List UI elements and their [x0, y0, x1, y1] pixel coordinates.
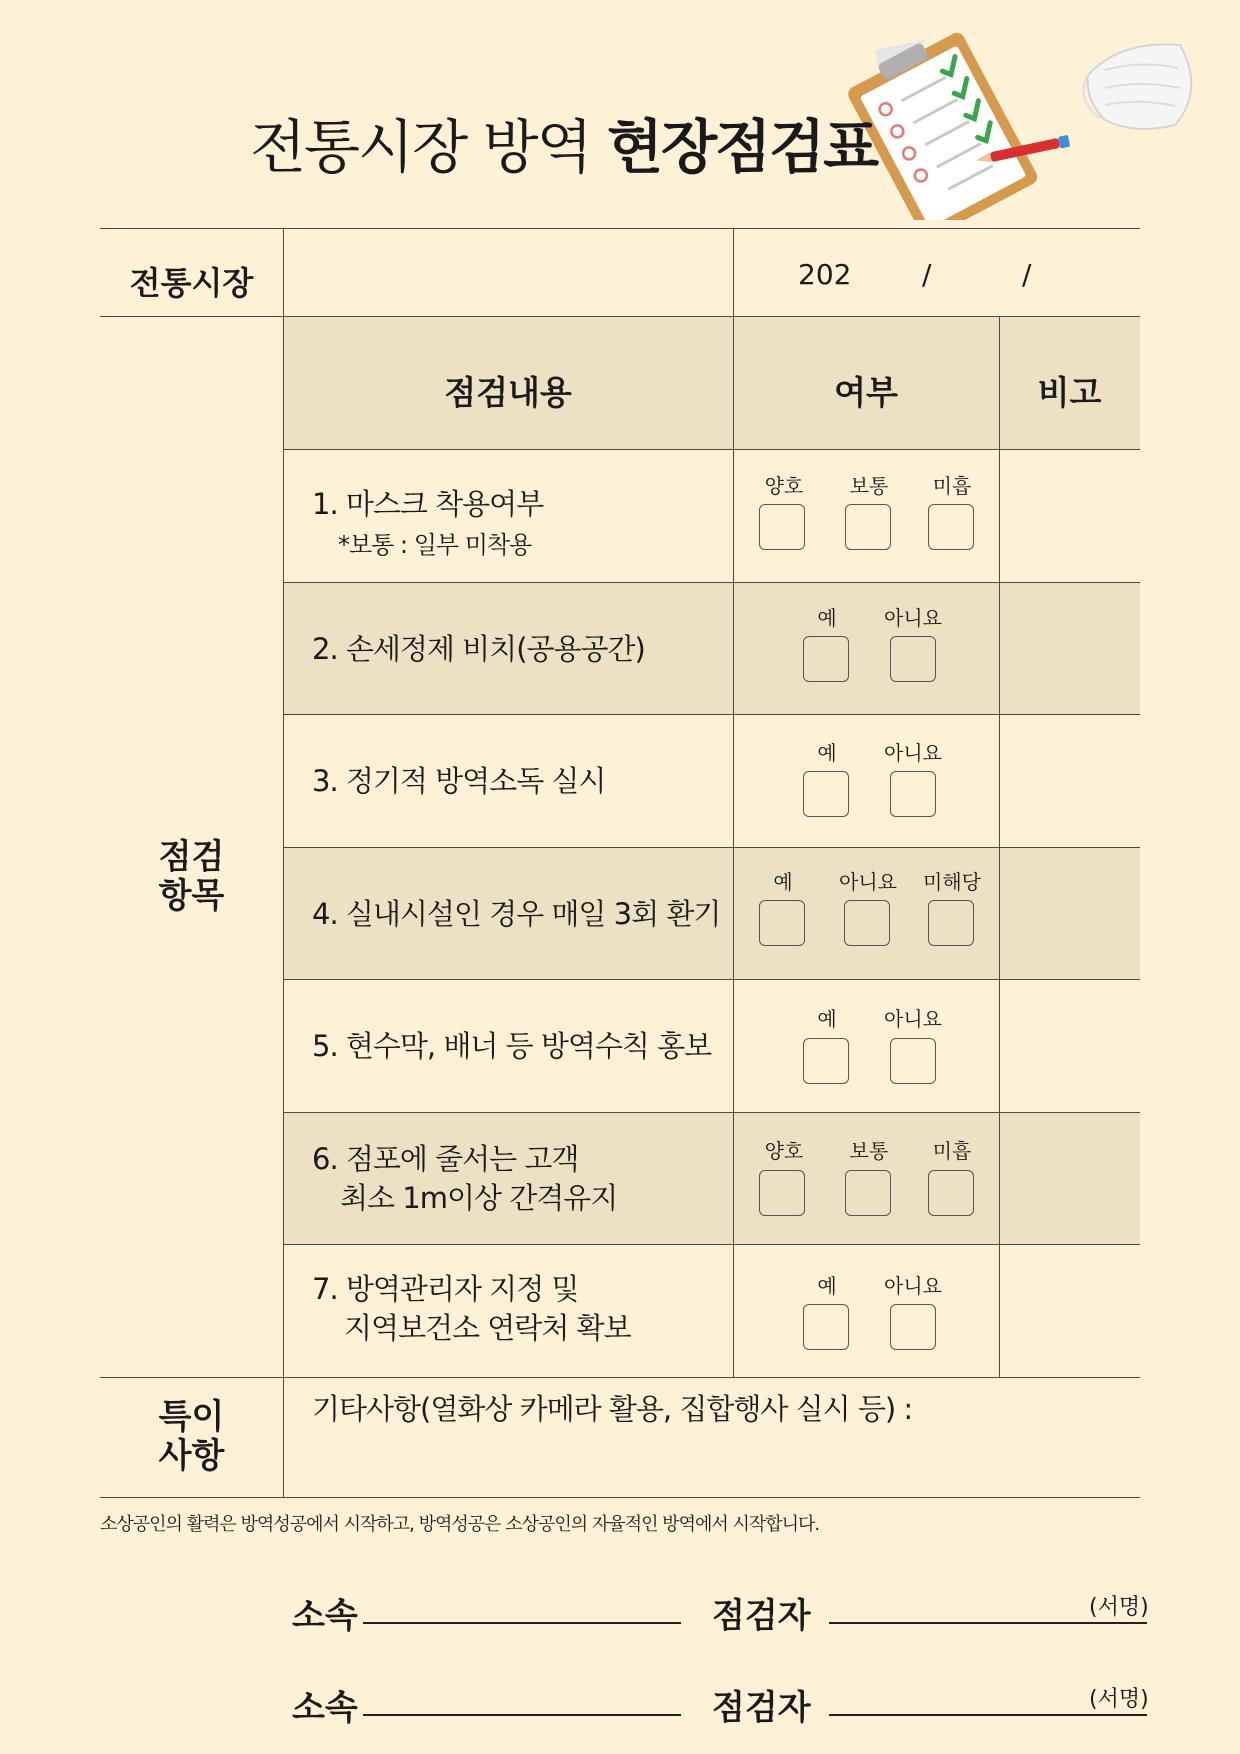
market-name-field[interactable]: [290, 236, 725, 308]
title-bold: 현장점검표: [607, 113, 878, 181]
special-notes-field[interactable]: [300, 1430, 1130, 1490]
rule-row-4: [283, 979, 1140, 980]
col-header-content: 점검내용: [444, 373, 572, 412]
note-field-row-3[interactable]: [1004, 719, 1134, 842]
option-label: 예: [773, 870, 793, 894]
rule-header-bottom: [283, 449, 1140, 450]
rule-row-6: [283, 1244, 1140, 1245]
special-label-line1: 특이: [158, 1397, 225, 1437]
checkbox-row-4-na[interactable]: [928, 900, 974, 946]
option-label: 미흡: [932, 474, 972, 498]
inspector-label-2: 점검자: [712, 1688, 811, 1728]
inspector-label-1: 점검자: [712, 1596, 811, 1636]
checkbox-row-6-poor[interactable]: [928, 1170, 974, 1216]
checkbox-row-5-no[interactable]: [890, 1038, 936, 1084]
option-label: 예: [817, 1274, 837, 1298]
rule-col-label: [283, 228, 284, 1497]
title-regular: 전통시장 방역: [250, 113, 591, 181]
option-label: 미흡: [932, 1139, 972, 1163]
item-row-1-line2: *보통 : 일부 미착용: [338, 531, 532, 559]
page-title: [250, 113, 950, 181]
date-separator-1: /: [922, 258, 932, 291]
market-label: 전통시장: [129, 264, 254, 302]
rule-row-5: [283, 1112, 1140, 1113]
inspector-field-2[interactable]: [829, 1714, 1147, 1716]
note-field-row-7[interactable]: [1004, 1249, 1134, 1372]
checkbox-row-7-yes[interactable]: [803, 1304, 849, 1350]
sign-note-2: (서명): [1089, 1687, 1149, 1712]
special-label-line2: 사항: [158, 1436, 225, 1477]
rule-row-3: [283, 847, 1140, 848]
rule-table-bottom: [100, 1377, 1140, 1378]
checkbox-row-1-normal[interactable]: [845, 504, 891, 550]
checkbox-row-5-yes[interactable]: [803, 1038, 849, 1084]
rule-row-2: [283, 714, 1140, 715]
section-label-line2: 항목: [158, 876, 225, 917]
option-label: 보통: [849, 474, 889, 498]
checkbox-row-4-yes[interactable]: [759, 900, 805, 946]
section-label-line1: 점검: [158, 837, 225, 877]
item-row-7-line2: 지역보건소 연락처 확보: [344, 1311, 631, 1345]
item-row-4-line1: 4. 실내시설인 경우 매일 3회 환기: [312, 897, 721, 931]
checkbox-row-6-good[interactable]: [759, 1170, 805, 1216]
item-row-5-line1: 5. 현수막, 배너 등 방역수칙 홍보: [312, 1029, 712, 1063]
footer-slogan: 소상공인의 활력은 방역성공에서 시작하고, 방역성공은 소상공인의 자율적인 방역에서 시작합니다.: [100, 1514, 820, 1535]
option-label: 아니요: [884, 606, 942, 630]
option-label: 미해당: [923, 870, 981, 894]
option-label: 아니요: [884, 1007, 942, 1031]
rule-col-note: [999, 316, 1000, 1377]
item-row-6-line1: 6. 점포에 줄서는 고객: [312, 1142, 579, 1176]
note-field-row-4[interactable]: [1004, 852, 1134, 974]
option-label: 양호: [764, 1139, 804, 1163]
option-label: 보통: [849, 1139, 889, 1163]
rule-row-1: [283, 582, 1140, 583]
note-field-row-2[interactable]: [1004, 587, 1134, 709]
section-label-inspection-items: [100, 838, 283, 916]
rule-special-bottom: [100, 1497, 1140, 1498]
checkbox-row-1-good[interactable]: [759, 504, 805, 550]
checkbox-row-6-normal[interactable]: [845, 1170, 891, 1216]
checkbox-row-4-no[interactable]: [844, 900, 890, 946]
date-year[interactable]: 202: [798, 258, 852, 291]
note-field-row-5[interactable]: [1004, 984, 1134, 1107]
date-separator-2: /: [1022, 258, 1032, 291]
note-field-row-1[interactable]: [1004, 454, 1134, 578]
affiliation-field-2[interactable]: [363, 1714, 681, 1716]
checkbox-row-7-no[interactable]: [890, 1304, 936, 1350]
note-field-row-6[interactable]: [1004, 1117, 1134, 1239]
checkbox-row-3-yes[interactable]: [803, 771, 849, 817]
item-row-2-line1: 2. 손세정제 비치(공용공간): [312, 632, 645, 666]
rule-top: [100, 228, 1140, 229]
face-mask-icon: [1080, 30, 1210, 140]
col-header-status: 여부: [834, 373, 898, 412]
col-header-note: 비고: [1037, 373, 1102, 412]
option-label: 예: [817, 741, 837, 765]
option-label: 양호: [764, 474, 804, 498]
checkbox-row-3-no[interactable]: [890, 771, 936, 817]
item-row-6-line2: 최소 1m이상 간격유지: [340, 1181, 618, 1215]
checkbox-row-1-poor[interactable]: [928, 504, 974, 550]
affiliation-label-1: 소속: [292, 1596, 358, 1636]
item-row-3-line1: 3. 정기적 방역소독 실시: [312, 764, 606, 798]
affiliation-label-2: 소속: [292, 1688, 358, 1728]
inspector-field-1[interactable]: [829, 1622, 1147, 1624]
option-label: 예: [817, 1007, 837, 1031]
special-notes-label: [100, 1398, 283, 1476]
checkbox-row-2-yes[interactable]: [803, 636, 849, 682]
option-label: 아니요: [839, 870, 897, 894]
option-label: 예: [817, 606, 837, 630]
sign-note-1: (서명): [1089, 1595, 1149, 1620]
checkbox-row-2-no[interactable]: [890, 636, 936, 682]
item-row-7-line1: 7. 방역관리자 지정 및: [312, 1272, 579, 1306]
option-label: 아니요: [884, 741, 942, 765]
special-notes-prompt: 기타사항(열화상 카메라 활용, 집합행사 실시 등) :: [312, 1392, 913, 1426]
option-label: 아니요: [884, 1274, 942, 1298]
item-row-1-line1: 1. 마스크 착용여부: [312, 487, 544, 521]
affiliation-field-1[interactable]: [363, 1622, 681, 1624]
rule-date-bottom: [100, 316, 1140, 317]
